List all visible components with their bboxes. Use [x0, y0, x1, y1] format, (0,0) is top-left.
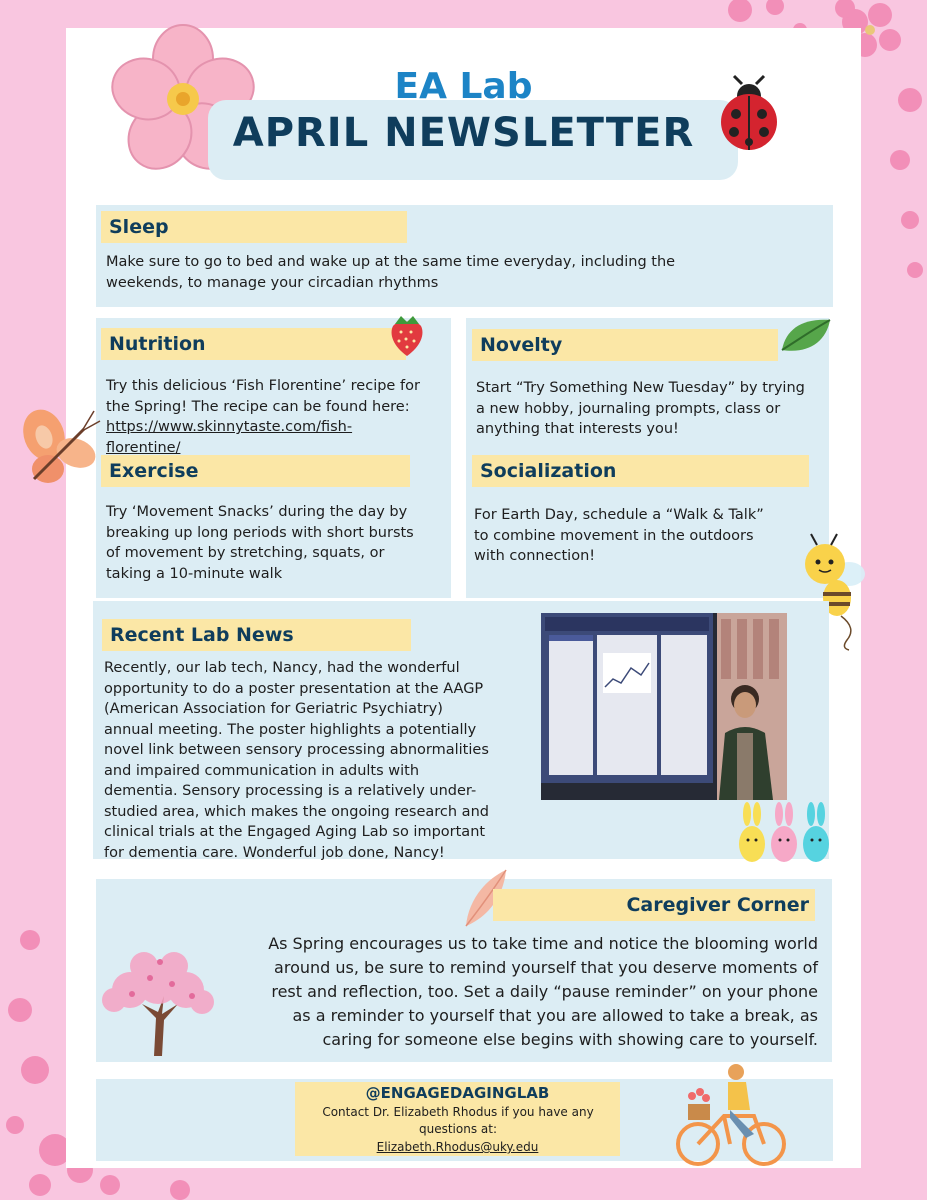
- social-handle[interactable]: @ENGAGEDAGINGLAB: [365, 1084, 550, 1102]
- novelty-heading: Novelty: [472, 329, 778, 361]
- socialization-heading: Socialization: [472, 455, 809, 487]
- socialization-text: For Earth Day, schedule a “Walk & Talk” to combine movement in the outdoors with connection!: [474, 507, 764, 564]
- lab-name: EA Lab: [394, 66, 533, 107]
- caregiver-text: As Spring encourages us to take time and notice the blooming world around us, be sure to remind yourself that you deserve moments of rest and reflection, too. Set a daily “pause reminder” on your phone as a reminder to yourself that you are allowed to take a break, as caring for someone else begins with showing care to yourself.: [268, 934, 818, 1049]
- sleep-text: Make sure to go to bed and wake up at the same time everyday, including the weekends, to manage your circadian rhythms: [106, 254, 676, 291]
- ladybug-icon: [716, 74, 782, 154]
- exercise-text: Try ‘Movement Snacks’ during the day by breaking up long periods with short bursts of movement by stretching, squats, or taking a 10-minute walk: [106, 504, 414, 582]
- strawberry-icon: [387, 312, 427, 358]
- nutrition-text: [106, 376, 426, 458]
- lab-news-text: Recently, our lab tech, Nancy, had the wonderful opportunity to do a poster presentation at the AAGP (American Association for Geriatric Psychiatry) annual meeting. The poster highlights a potentially novel link between sensory processing abnormalities and impaired communication in adults with dementia. Sensory processing is a relatively under-studied area, which makes the ongoing research and clinical trials at the Engaged Aging Lab so important for dementia care. Wonderful job done, Nancy!: [104, 660, 489, 861]
- bunny-icon: [738, 802, 834, 862]
- contact-email-link[interactable]: Elizabeth.Rhodus@uky.edu: [376, 1140, 539, 1154]
- sleep-heading: Sleep: [101, 211, 407, 243]
- butterfly-icon: [14, 403, 106, 495]
- novelty-text: Start “Try Something New Tuesday” by trying a new hobby, journaling prompts, class or anything that interests you!: [476, 380, 805, 437]
- recipe-link[interactable]: https://www.skinnytaste.com/fish-florentine/: [106, 419, 353, 456]
- blossom-tree-icon: [94, 948, 222, 1058]
- poster-presentation-photo: [541, 613, 787, 800]
- caregiver-heading: Caregiver Corner: [493, 889, 815, 921]
- nutrition-description: Try this delicious ‘Fish Florentine’ recipe for the Spring! The recipe can be found here:: [106, 378, 420, 415]
- page-title: APRIL NEWSLETTER: [232, 110, 695, 156]
- contact-text: Contact Dr. Elizabeth Rhodus if you have any questions at:: [322, 1105, 594, 1136]
- bicycle-rider-icon: [668, 1060, 794, 1168]
- nutrition-heading: Nutrition: [101, 328, 406, 360]
- leaf-icon: [778, 314, 834, 356]
- exercise-heading: Exercise: [101, 455, 410, 487]
- lab-news-heading: Recent Lab News: [102, 619, 411, 651]
